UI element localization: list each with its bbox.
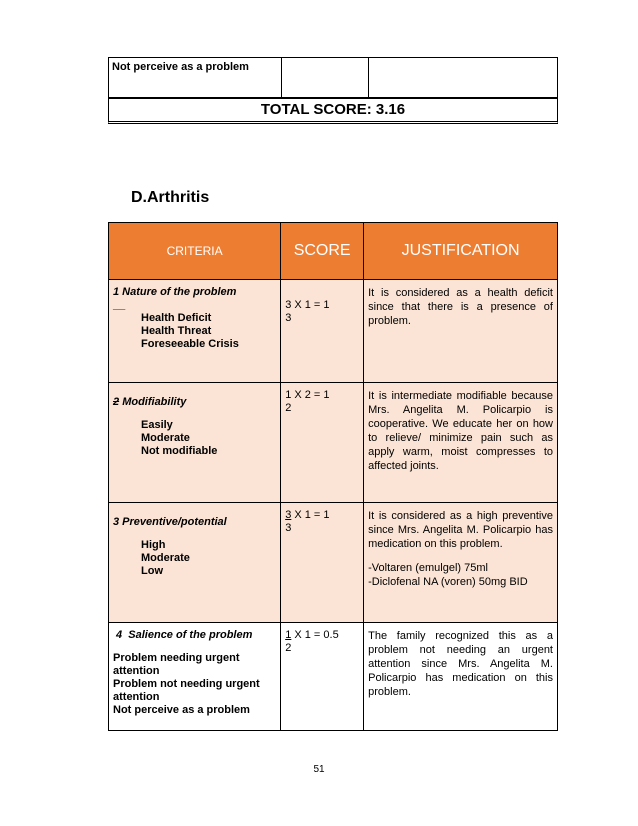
- section-letter: D.: [131, 189, 147, 206]
- option: Moderate: [141, 432, 190, 444]
- table-row: [109, 280, 558, 383]
- criteria-title: 1 Nature of the problem: [113, 286, 237, 298]
- table-row: [109, 623, 558, 731]
- justification-text: It is considered as a high preventive since Mrs. Angelita M. Policarpio has medication on this problem.: [368, 510, 553, 550]
- criteria-options: [113, 312, 276, 351]
- option: Problem not needing urgent attention: [113, 678, 260, 703]
- justification-cell: [364, 503, 558, 623]
- justification-cell: [364, 623, 558, 731]
- score-line: [285, 629, 360, 642]
- total-score: TOTAL SCORE: 3.16: [260, 101, 406, 118]
- section-title: Arthritis: [147, 189, 210, 206]
- criteria-title-text: Modifiability: [122, 396, 187, 408]
- medication-item: -Diclofenal NA (voren) 50mg BID: [368, 576, 528, 588]
- option: High: [141, 539, 166, 551]
- justification-cell: [364, 280, 558, 383]
- table-row: [109, 503, 558, 623]
- option: Problem needing urgent attention: [113, 652, 240, 677]
- option: Moderate: [141, 552, 190, 564]
- table-cell: [368, 58, 557, 98]
- justification-cell: [364, 383, 558, 503]
- page-number: 51: [313, 764, 325, 775]
- score-cell: [281, 383, 364, 503]
- medication-item: -Voltaren (emulgel) 75ml: [368, 562, 488, 574]
- score-line: 2: [285, 402, 292, 414]
- criteria-number: 2: [113, 396, 120, 408]
- score-line: 1 X 2 = 1: [285, 389, 330, 401]
- criteria-options: [113, 652, 276, 717]
- total-score-bar: [108, 98, 558, 124]
- score-cell: [281, 503, 364, 623]
- option: Not modifiable: [141, 445, 218, 457]
- table-header-row: [109, 223, 558, 280]
- criteria-title: 4 Salience of the problem: [113, 629, 253, 641]
- option: Health Deficit: [141, 312, 212, 324]
- score-numerator: 3: [285, 509, 292, 521]
- row-label: Not perceive as a problem: [112, 61, 249, 73]
- score-numerator: 1: [285, 629, 292, 641]
- criteria-cell: [109, 623, 281, 731]
- score-line: 3: [285, 312, 292, 324]
- score-cell: [281, 280, 364, 383]
- criteria-cell: [109, 383, 281, 503]
- header-criteria: CRITERIA: [109, 223, 281, 280]
- score-line: 3: [285, 522, 292, 534]
- justification-text: It is considered as a health deficit since that there is a presence of problem.: [368, 287, 553, 327]
- justification-text: It is intermediate modifiable because Mrs. Angelita M. Policarpio is cooperative. We educate her on how to relieve/ minimize pain such as apply warm, moist compresses to affected joints.: [368, 390, 553, 472]
- header-justification: JUSTIFICATION: [364, 223, 558, 280]
- table-cell: [281, 58, 368, 98]
- option: Not perceive as a problem: [113, 704, 250, 716]
- criteria-options: [113, 539, 276, 578]
- score-formula: X 1 = 1: [291, 509, 330, 521]
- table-row: [109, 58, 558, 98]
- table-row: [109, 383, 558, 503]
- score-line: [285, 509, 360, 522]
- header-score: SCORE: [281, 223, 364, 280]
- medication-list: [368, 561, 553, 589]
- option: Health Threat: [141, 325, 212, 337]
- score-line: 2: [285, 642, 292, 654]
- criteria-cell: [109, 503, 281, 623]
- option: Foreseeable Crisis: [141, 338, 239, 350]
- criteria-options: [113, 419, 276, 458]
- option: Easily: [141, 419, 173, 431]
- criteria-cell: [109, 280, 281, 383]
- justification-text: The family recognized this as a problem not needing an urgent attention since Mrs. Angelita M. Policarpio has medication on this problem.: [368, 630, 553, 698]
- section-heading: [131, 189, 209, 207]
- score-line: 3 X 1 = 1: [285, 299, 330, 311]
- option: Low: [141, 565, 163, 577]
- criteria-marker: __: [113, 299, 126, 311]
- criteria-title: 3 Preventive/potential: [113, 516, 227, 528]
- criteria-title: [113, 396, 276, 409]
- score-cell: [281, 623, 364, 731]
- score-formula: X 1 = 0.5: [291, 629, 339, 641]
- table-cell: [109, 58, 282, 98]
- criteria-table: [108, 222, 558, 731]
- previous-table-fragment: [108, 57, 558, 98]
